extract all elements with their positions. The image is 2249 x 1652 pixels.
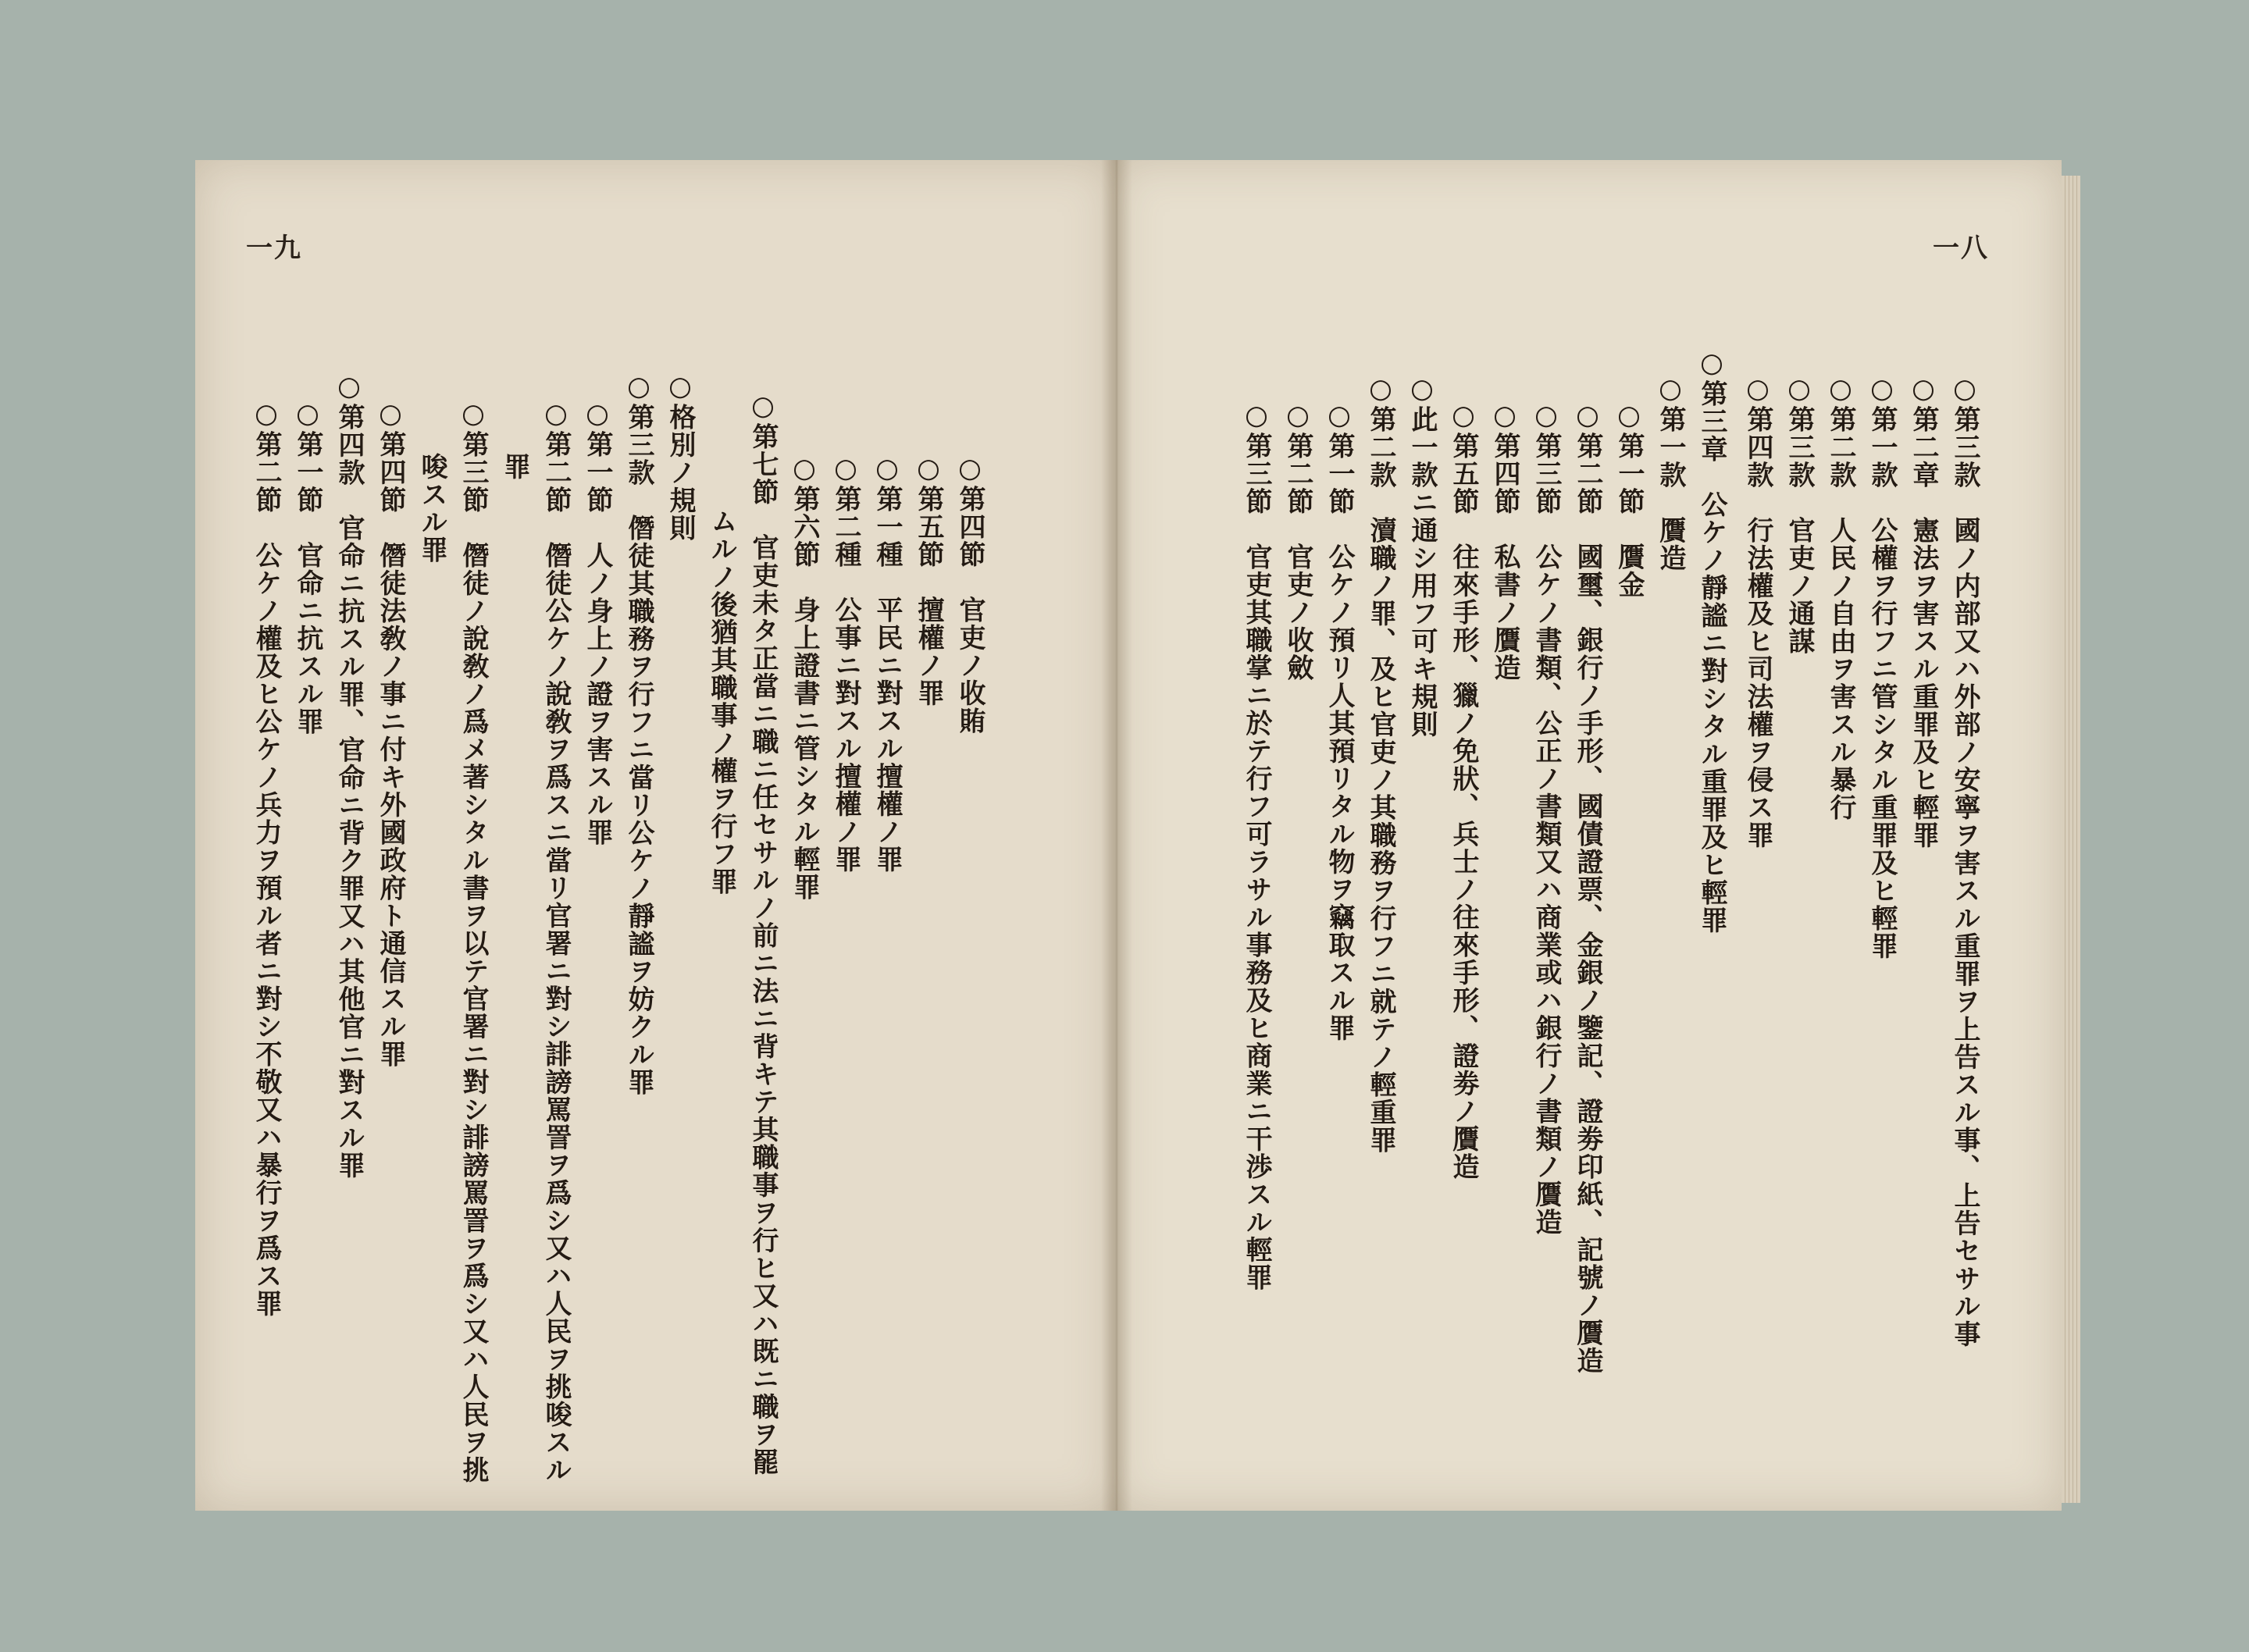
toc-line: ○第三章 公ケノ靜謐ニ對シタル重罪及ヒ輕罪 bbox=[1696, 347, 1727, 935]
page-number-left: 一九 bbox=[246, 233, 302, 264]
toc-line: ○第二章 憲法ヲ害スル重罪及ヒ輕罪 bbox=[1908, 373, 1939, 849]
toc-line: ○第六節 身上證書ニ管シタル輕罪 bbox=[789, 453, 820, 901]
toc-line: ○第三款 僭徒其職務ヲ行フニ當リ公ケノ靜謐ヲ妨クル罪 bbox=[623, 371, 654, 1096]
toc-line: ○第一節 官命ニ抗スル罪 bbox=[292, 398, 323, 735]
toc-line: ○第四節 僭徒法敎ノ事ニ付キ外國政府ト通信スル罪 bbox=[375, 398, 406, 1068]
toc-line: ムルノ後猶其職事ノ權ヲ行フ罪 bbox=[706, 507, 737, 895]
toc-line: ○第一種 平民ニ對スル擅權ノ罪 bbox=[871, 453, 903, 874]
toc-line: ○第五節 擅權ノ罪 bbox=[913, 453, 944, 707]
toc-line: 罪 bbox=[499, 453, 530, 481]
toc-line: ○格別ノ規則 bbox=[665, 371, 696, 542]
toc-line: ○此一款ニ通シ用フ可キ規則 bbox=[1406, 373, 1438, 739]
toc-line: ○第二節 公ケノ權及ヒ公ケノ兵力ヲ預ル者ニ對シ不敬又ハ暴行ヲ爲ス罪 bbox=[251, 398, 282, 1318]
toc-line: ○第二款 瀆職ノ罪、及ヒ官吏ノ其職務ヲ行フニ就テノ輕重罪 bbox=[1365, 373, 1396, 1154]
toc-line: ○第三節 官吏其職掌ニ於テ行フ可ラサル事務及ヒ商業ニ干渉スル輕罪 bbox=[1241, 400, 1272, 1291]
book-gutter bbox=[1101, 160, 1132, 1511]
page-edges bbox=[2062, 176, 2080, 1503]
toc-line: ○第四節 官吏ノ收賄 bbox=[954, 453, 985, 735]
toc-line: ○第二節 國璽、銀行ノ手形、國債證票、金銀ノ鑒記、證劵印紙、記號ノ贋造 bbox=[1572, 400, 1603, 1375]
page-number-right: 一八 bbox=[1933, 233, 1989, 264]
toc-line: ○第四款 官命ニ抗スル罪、官命ニ背ク罪又ハ其他官ニ對スル罪 bbox=[333, 371, 365, 1180]
toc-line: ○第三款 國ノ内部又ハ外部ノ安寧ヲ害スル重罪ヲ上告スル事、上告セサル事 bbox=[1949, 373, 1980, 1348]
toc-line: ○第四款 行法權及ヒ司法權ヲ侵ス罪 bbox=[1742, 373, 1773, 849]
toc-line: ○第一節 公ケノ預リ人其預リタル物ヲ竊取スル罪 bbox=[1324, 400, 1355, 1042]
toc-line: ○第一款 贋造 bbox=[1655, 373, 1686, 572]
toc-line: ○第二種 公事ニ對スル擅權ノ罪 bbox=[830, 453, 861, 874]
toc-line: ○第三節 公ケノ書類、公正ノ書類又ハ商業或ハ銀行ノ書類ノ贋造 bbox=[1531, 400, 1562, 1236]
toc-line: ○第二節 僭徒公ケノ說敎ヲ爲スニ當リ官署ニ對シ誹謗罵詈ヲ爲シ又ハ人民ヲ挑唆スル bbox=[540, 398, 572, 1484]
toc-line: ○第三款 官吏ノ通謀 bbox=[1784, 373, 1815, 655]
toc-line: 唆スル罪 bbox=[416, 453, 447, 564]
toc-line: ○第三節 僭徒ノ說敎ノ爲メ著シタル書ヲ以テ官署ニ對シ誹謗罵詈ヲ爲シ又ハ人民ヲ挑 bbox=[458, 398, 489, 1484]
toc-line: ○第一節 人ノ身上ノ證ヲ害スル罪 bbox=[582, 398, 613, 846]
toc-line: ○第五節 往來手形、獵ノ免狀、兵士ノ往來手形、證劵ノ贋造 bbox=[1448, 400, 1479, 1180]
toc-line: ○第二節 官吏ノ收斂 bbox=[1282, 400, 1313, 682]
toc-line: ○第一款 公權ヲ行フニ管シタル重罪及ヒ輕罪 bbox=[1866, 373, 1898, 960]
toc-line: ○第一節 贋金 bbox=[1613, 400, 1645, 599]
toc-line: ○第二款 人民ノ自由ヲ害スル暴行 bbox=[1825, 373, 1856, 821]
toc-line: ○第七節 官吏未タ正當ニ職ニ任セサルノ前ニ法ニ背キテ其職事ヲ行ヒ又ハ既ニ職ヲ罷 bbox=[747, 390, 779, 1476]
toc-line: ○第四節 私書ノ贋造 bbox=[1489, 400, 1520, 682]
